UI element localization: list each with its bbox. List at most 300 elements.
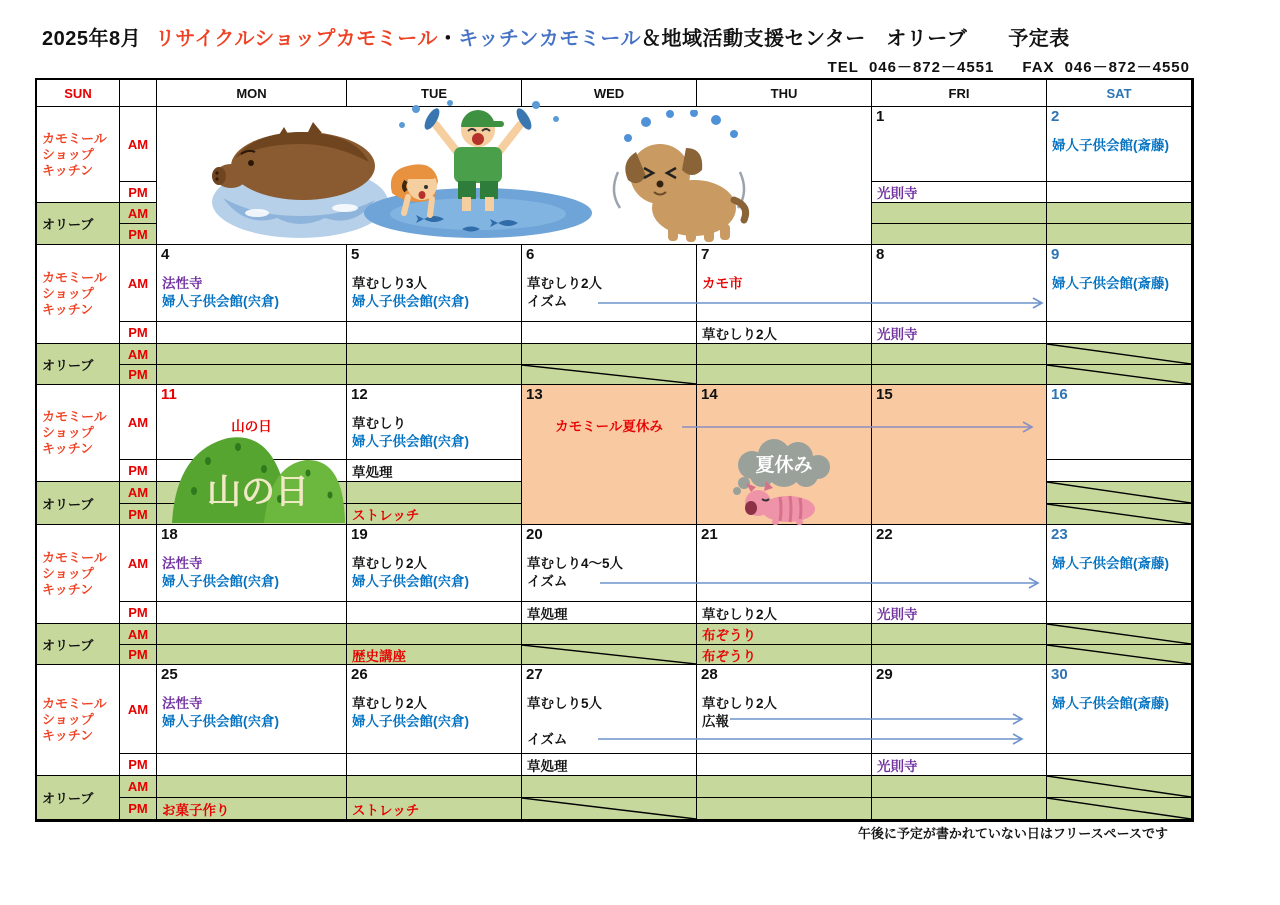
day-29-olive-pm-cell [872, 798, 1047, 820]
date-number: 30 [1051, 666, 1068, 683]
day-8-am-cell [872, 245, 1047, 322]
date-number: 12 [351, 386, 368, 403]
day-30-am-cell [1047, 665, 1192, 754]
day-28-olive-pm-cell [697, 798, 872, 820]
chamomile-label-text [37, 107, 119, 202]
page-title [42, 22, 1070, 51]
schedule-entry: 光則寺 [877, 758, 918, 774]
schedule-entry: 光則寺 [877, 326, 918, 342]
row-label-pm-olive [120, 365, 157, 385]
date-number: 15 [876, 386, 893, 403]
date-number: 22 [876, 526, 893, 543]
day-18-olive-pm-cell [157, 645, 347, 665]
row-label-chamomile-shop-kitchen [37, 665, 120, 776]
am-label: AM [127, 205, 149, 221]
day-16-olive-pm-cell [1047, 504, 1192, 525]
row-label-olive [37, 203, 120, 245]
am-schedule-lines [1052, 137, 1190, 155]
day-22-am-cell [872, 525, 1047, 602]
pm-label: PM [128, 226, 148, 242]
schedule-entry: ストレッチ [352, 802, 420, 818]
pm-label: PM [128, 184, 148, 200]
weekday-header-blank [120, 80, 157, 107]
day-21-olive-am-cell [697, 624, 872, 645]
am-schedule-lines [162, 695, 345, 731]
schedule-entry: 法性寺 [162, 276, 203, 291]
schedule-entry: お菓子作り [162, 802, 230, 818]
olive-label: オリーブ [42, 357, 94, 373]
svg-text:山の日: 山の日 [207, 473, 309, 511]
day-18-am-cell [157, 525, 347, 602]
weekday-header-label: SUN [64, 85, 92, 101]
weekday-header-label: FRI [948, 85, 970, 101]
date-number: 9 [1051, 246, 1060, 263]
day-19-am-cell [347, 525, 522, 602]
title-month: 2025年8月 [42, 28, 142, 50]
olive-label: オリーブ [42, 217, 94, 232]
schedule-entry: 草処理 [527, 758, 568, 774]
chamomile-label-line: キッチン [42, 302, 94, 317]
chamomile-label-line: カモミール [42, 130, 107, 146]
schedule-entry: 光則寺 [877, 606, 918, 622]
pm-label: PM [128, 647, 148, 662]
am-label: AM [127, 701, 149, 717]
day-20-olive-pm-cell [522, 645, 697, 665]
pm-schedule-line [347, 460, 521, 481]
day-5-pm-cell [347, 322, 522, 344]
day-5-am-cell [347, 245, 522, 322]
chamomile-label-line: カモミール [42, 550, 107, 565]
row-label-chamomile-shop-kitchen [37, 385, 120, 482]
row-label-pm [120, 754, 157, 776]
pm-label: PM [128, 605, 148, 620]
schedule-entry: 布ぞうり [702, 628, 756, 643]
row-label-chamomile-shop-kitchen [37, 107, 120, 203]
row-label-am [120, 385, 157, 460]
day-19-olive-am-cell [347, 624, 522, 645]
day-23-olive-pm-cell [1047, 645, 1192, 665]
schedule-entry: 婦人子供会館(宍倉) [352, 294, 469, 309]
am-label: AM [127, 555, 149, 571]
pm-schedule-line [522, 754, 696, 775]
day-12-olive-pm-cell [347, 504, 522, 525]
title-suffix: ＆地域活動支援センター オリーブ 予定表 [641, 28, 1070, 50]
crossed-out-line [1047, 798, 1191, 819]
day-20-olive-am-cell [522, 624, 697, 645]
day-21-pm-cell [697, 602, 872, 624]
day-7-olive-pm-cell [697, 365, 872, 385]
day-2-pm-cell [1047, 182, 1192, 203]
schedule-entry: 法性寺 [162, 696, 203, 711]
day-29-pm-cell [872, 754, 1047, 776]
schedule-entry: イズム [527, 732, 568, 747]
date-number: 8 [876, 246, 885, 263]
date-number: 1 [876, 108, 885, 125]
day-1-am-cell [872, 107, 1047, 182]
schedule-entry: 草むしり2人 [702, 606, 778, 622]
weekday-header-THU [697, 80, 872, 107]
day-20-am-cell [522, 525, 697, 602]
date-number: 25 [161, 666, 178, 683]
row-label-am [120, 665, 157, 754]
schedule-entry: 草むしり2人 [352, 696, 428, 711]
day-1-olive-pm-cell [872, 224, 1047, 245]
day-9-olive-pm-cell [1047, 365, 1192, 385]
am-schedule-lines [162, 275, 345, 311]
day-4-am-cell [157, 245, 347, 322]
day-8-pm-cell [872, 322, 1047, 344]
pm-schedule-line [697, 322, 871, 343]
day-2-olive-pm-cell [1047, 224, 1192, 245]
schedule-continuation-arrow [730, 712, 1025, 726]
pm-schedule-line [697, 602, 871, 623]
am-schedule-lines [1052, 555, 1190, 573]
date-number: 4 [161, 246, 170, 263]
pm-schedule-line [872, 322, 1046, 343]
date-number: 27 [526, 666, 543, 683]
date-number: 13 [526, 386, 543, 403]
mountain-day-illustration [168, 425, 348, 523]
olive-label-text [37, 203, 119, 244]
day-1-olive-am-cell [872, 203, 1047, 224]
row-label-am [120, 107, 157, 182]
am-schedule-lines [162, 555, 345, 591]
olive-label-text [37, 776, 119, 819]
summer-break-cell-15 [872, 385, 1047, 525]
date-number: 2 [1051, 108, 1060, 125]
schedule-continuation-arrow [598, 296, 1045, 310]
svg-text:夏休み: 夏休み [755, 455, 813, 476]
row-label-chamomile-shop-kitchen [37, 245, 120, 344]
olive-label: オリーブ [42, 637, 94, 653]
olive-pm-schedule-line [347, 504, 521, 524]
day-9-am-cell [1047, 245, 1192, 322]
pm-label: PM [128, 463, 148, 478]
day-23-pm-cell [1047, 602, 1192, 624]
row-label-olive [37, 344, 120, 385]
weekday-header-SUN [37, 80, 120, 107]
date-number: 14 [701, 386, 718, 403]
row-label-olive [37, 482, 120, 525]
schedule-entry: 草むしり2人 [352, 556, 428, 571]
pm-label: PM [128, 367, 148, 382]
chamomile-label-line: キッチン [42, 582, 94, 597]
crossed-out-line [1047, 645, 1191, 664]
day-25-olive-am-cell [157, 776, 347, 798]
crossed-out-line [522, 365, 696, 384]
schedule-entry: 婦人子供会館(宍倉) [352, 434, 469, 449]
schedule-entry: 婦人子供会館(宍倉) [352, 714, 469, 729]
olive-pm-schedule-line [157, 798, 346, 819]
day-12-olive-am-cell [347, 482, 522, 504]
day-19-pm-cell [347, 602, 522, 624]
chamomile-label-line: ショップ [42, 425, 94, 440]
olive-pm-schedule-line [347, 645, 521, 664]
day-7-am-cell [697, 245, 872, 322]
date-number: 26 [351, 666, 368, 683]
schedule-continuation-arrow [682, 420, 1035, 434]
olive-label-text [37, 482, 119, 524]
day-26-olive-pm-cell [347, 798, 522, 820]
row-label-olive [37, 624, 120, 665]
schedule-entry: 草むしり4～5人 [527, 556, 624, 571]
title-kitchen-name: キッチンカモミール [458, 28, 642, 50]
date-number: 5 [351, 246, 360, 263]
day-25-olive-pm-cell [157, 798, 347, 820]
day-18-olive-am-cell [157, 624, 347, 645]
summer-break-pig-illustration [720, 437, 850, 525]
schedule-entry [527, 713, 695, 731]
am-schedule-lines [352, 275, 520, 311]
am-schedule-lines [1052, 275, 1190, 293]
row-label-pm-olive [120, 798, 157, 820]
day-19-olive-pm-cell [347, 645, 522, 665]
weekday-header-label: SAT [1106, 85, 1132, 101]
chamomile-label-line: キッチン [42, 162, 94, 178]
date-number: 6 [526, 246, 535, 263]
pm-schedule-line [522, 602, 696, 623]
olive-label-text [37, 624, 119, 664]
chamomile-label-text [37, 245, 119, 343]
date-number: 11 [161, 386, 177, 403]
crossed-out-line [522, 645, 696, 664]
chamomile-label-text [37, 525, 119, 623]
title-shop-name: リサイクルショップカモミール [155, 28, 438, 50]
schedule-entry: 婦人子供会館(斎藤) [1052, 276, 1169, 291]
crossed-out-line [1047, 365, 1191, 384]
row-label-pm [120, 322, 157, 344]
day-25-am-cell [157, 665, 347, 754]
day-27-pm-cell [522, 754, 697, 776]
day-22-olive-pm-cell [872, 645, 1047, 665]
day-4-pm-cell [157, 322, 347, 344]
am-schedule-lines [702, 275, 870, 293]
day-9-pm-cell [1047, 322, 1192, 344]
day-16-pm-cell [1047, 460, 1192, 482]
day-26-olive-am-cell [347, 776, 522, 798]
footer-note: 午後に予定が書かれていない日はフリースペースです [857, 826, 1168, 841]
olive-am-schedule-line [697, 624, 871, 644]
weekday-header-FRI [872, 80, 1047, 107]
day-16-am-cell [1047, 385, 1192, 460]
row-label-olive [37, 776, 120, 820]
chamomile-label-line: ショップ [42, 286, 94, 301]
summer-break-label-line [522, 415, 696, 435]
day-21-olive-pm-cell [697, 645, 872, 665]
date-number: 18 [161, 526, 178, 543]
day-4-olive-pm-cell [157, 365, 347, 385]
day-9-olive-am-cell [1047, 344, 1192, 365]
day-16-olive-am-cell [1047, 482, 1192, 504]
row-label-pm [120, 460, 157, 482]
row-label-pm-olive [120, 504, 157, 525]
schedule-entry: 草処理 [527, 606, 568, 622]
schedule-entry: 草むしり2人 [702, 326, 778, 342]
am-label: AM [127, 414, 149, 430]
day-22-pm-cell [872, 602, 1047, 624]
day-29-olive-am-cell [872, 776, 1047, 798]
schedule-entry: 歴史講座 [352, 648, 406, 664]
schedule-entry: 草むしり2人 [702, 696, 778, 711]
weekday-header-MON [157, 80, 347, 107]
am-label: AM [127, 136, 149, 152]
weekday-header-label: MON [236, 85, 267, 101]
dog-shaking-water-illustration [606, 110, 751, 242]
schedule-entry: イズム [527, 294, 568, 309]
weekday-header-SAT [1047, 80, 1192, 107]
am-schedule-lines [352, 695, 520, 731]
day-1-pm-cell [872, 182, 1047, 203]
pm-schedule-line [872, 602, 1046, 623]
date-number: 16 [1051, 386, 1068, 403]
weekday-header-label: WED [593, 85, 625, 101]
schedule-entry: 草むしり [352, 416, 406, 431]
am-schedule-lines [352, 555, 520, 591]
row-label-am-olive [120, 624, 157, 645]
chamomile-label-line: カモミール [42, 696, 107, 711]
day-26-am-cell [347, 665, 522, 754]
schedule-entry: イズム [527, 574, 568, 589]
olive-pm-schedule-line [347, 798, 521, 819]
day-12-pm-cell [347, 460, 522, 482]
schedule-continuation-arrow [600, 576, 1041, 590]
row-label-pm [120, 602, 157, 624]
schedule-entry: 草処理 [352, 464, 393, 480]
day-21-am-cell [697, 525, 872, 602]
olive-label: オリーブ [42, 791, 94, 806]
day-5-olive-am-cell [347, 344, 522, 365]
day-6-pm-cell [522, 322, 697, 344]
day-27-olive-am-cell [522, 776, 697, 798]
day-6-olive-am-cell [522, 344, 697, 365]
day-30-olive-am-cell [1047, 776, 1192, 798]
day-23-olive-am-cell [1047, 624, 1192, 645]
schedule-entry: カモ市 [702, 276, 743, 291]
am-schedule-lines [1052, 695, 1190, 713]
row-label-pm [120, 182, 157, 203]
pm-schedule-line [872, 754, 1046, 775]
schedule-entry: 婦人子供会館(宍倉) [162, 574, 279, 589]
tel-number: 046－872－4551 [868, 59, 995, 76]
kids-catching-fish-illustration [358, 97, 603, 239]
pm-label: PM [128, 757, 148, 772]
am-label: AM [127, 779, 149, 794]
schedule-entry: 草むしり2人 [527, 276, 603, 291]
date-number: 23 [1051, 526, 1068, 543]
day-18-pm-cell [157, 602, 347, 624]
schedule-entry: 婦人子供会館(斎藤) [1052, 138, 1169, 153]
day-8-olive-am-cell [872, 344, 1047, 365]
am-label: AM [127, 346, 149, 362]
pm-label: PM [128, 801, 148, 816]
weekday-header-label: TUE [421, 85, 447, 101]
date-number: 28 [701, 666, 718, 683]
crossed-out-line [1047, 344, 1191, 364]
row-label-am-olive [120, 203, 157, 224]
chamomile-label-line: カモミール [42, 270, 107, 285]
chamomile-label-text [37, 385, 119, 481]
day-23-am-cell [1047, 525, 1192, 602]
chamomile-label-line: カモミール [42, 409, 107, 424]
schedule-entry: 光則寺 [877, 186, 918, 201]
schedule-entry: ストレッチ [352, 508, 420, 523]
title-separator-dot: ・ [437, 28, 459, 50]
chamomile-label-line: ショップ [42, 566, 94, 581]
holiday-name: 山の日 [231, 419, 272, 434]
am-schedule-lines [352, 415, 520, 451]
summer-break-cell-13 [522, 385, 697, 525]
schedule-entry: 草むしり5人 [527, 696, 603, 711]
day-7-olive-am-cell [697, 344, 872, 365]
day-26-pm-cell [347, 754, 522, 776]
chamomile-label-text [37, 665, 119, 775]
date-number: 20 [526, 526, 543, 543]
row-label-pm-olive [120, 645, 157, 665]
day-12-am-cell [347, 385, 522, 460]
schedule-entry: 婦人子供会館(斎藤) [1052, 556, 1169, 571]
schedule-entry: 広報 [702, 714, 729, 729]
day-27-olive-pm-cell [522, 798, 697, 820]
day-8-olive-pm-cell [872, 365, 1047, 385]
schedule-entry: 草むしり3人 [352, 276, 428, 291]
schedule-entry: 婦人子供会館(宍倉) [162, 714, 279, 729]
pm-schedule-line [872, 182, 1046, 202]
schedule-entry: 婦人子供会館(宍倉) [162, 294, 279, 309]
day-30-olive-pm-cell [1047, 798, 1192, 820]
crossed-out-line [1047, 624, 1191, 644]
schedule-entry: 法性寺 [162, 556, 203, 571]
summer-break-label: カモミール夏休み [555, 419, 663, 434]
row-label-pm-olive [120, 224, 157, 245]
olive-label-text [37, 344, 119, 384]
schedule-entry: 婦人子供会館(宍倉) [352, 574, 469, 589]
chamomile-label-line: ショップ [42, 146, 94, 162]
chamomile-label-line: キッチン [42, 441, 94, 456]
schedule-continuation-arrow [598, 732, 1025, 746]
contact-line [818, 56, 1190, 77]
am-label: AM [127, 485, 149, 500]
olive-label: オリーブ [42, 496, 94, 512]
day-28-pm-cell [697, 754, 872, 776]
pm-label: PM [128, 506, 148, 522]
row-label-am-olive [120, 482, 157, 504]
crossed-out-line [1047, 482, 1191, 503]
date-number: 21 [701, 526, 718, 543]
row-label-am-olive [120, 344, 157, 365]
crossed-out-line [522, 798, 696, 819]
crossed-out-line [1047, 776, 1191, 797]
chamomile-label-line: ショップ [42, 712, 94, 727]
day-30-pm-cell [1047, 754, 1192, 776]
olive-pm-schedule-line [697, 645, 871, 664]
day-6-olive-pm-cell [522, 365, 697, 385]
date-number: 19 [351, 526, 368, 543]
date-number: 7 [701, 246, 710, 263]
day-2-olive-am-cell [1047, 203, 1192, 224]
crossed-out-line [1047, 504, 1191, 524]
day-6-am-cell [522, 245, 697, 322]
day-20-pm-cell [522, 602, 697, 624]
fax-label: FAX [1022, 59, 1055, 76]
schedule-entry: 婦人子供会館(斎藤) [1052, 696, 1169, 711]
row-label-am [120, 525, 157, 602]
weekday-header-label: THU [770, 85, 798, 101]
am-label: AM [127, 626, 149, 642]
day-2-am-cell [1047, 107, 1192, 182]
tel-label: TEL [827, 59, 859, 76]
day-25-pm-cell [157, 754, 347, 776]
day-5-olive-pm-cell [347, 365, 522, 385]
